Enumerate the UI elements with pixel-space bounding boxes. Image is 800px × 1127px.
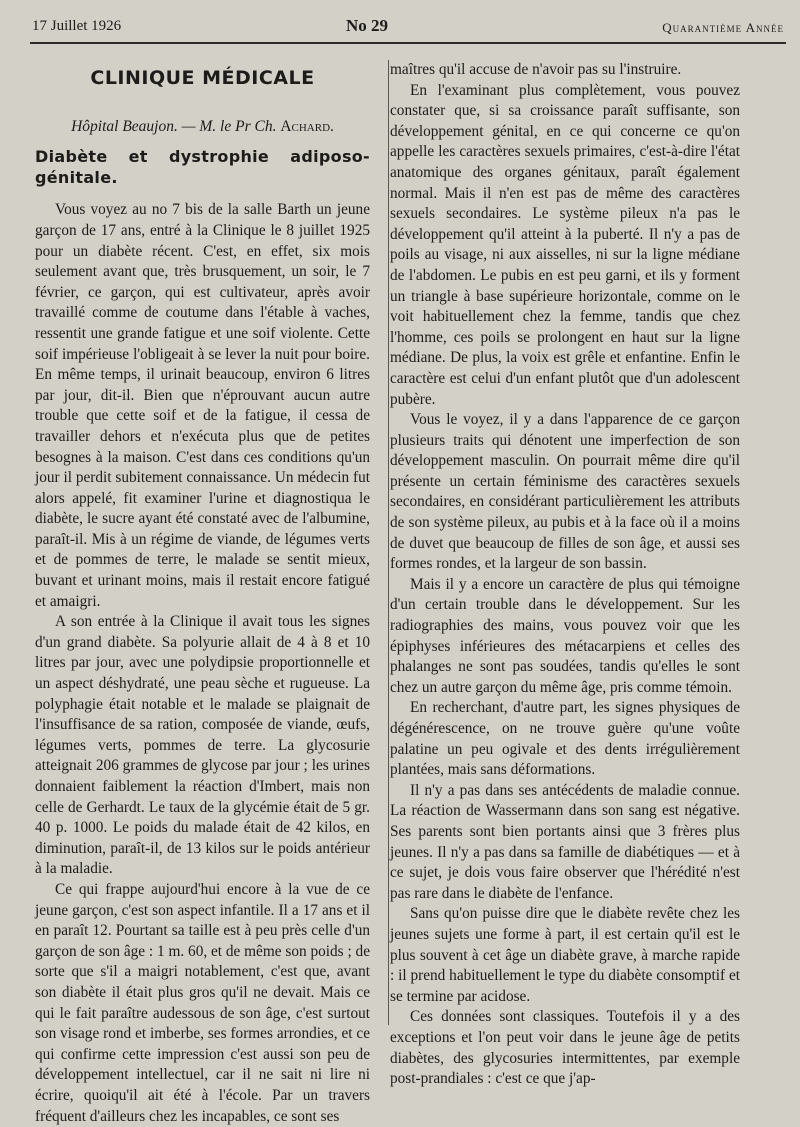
paragraph: Vous le voyez, il y a dans l'apparence de ce garçon plusieurs traits qui dénotent une imperfection de son développement masculin. On pourrait même dire qu'il présente un certain féminisme des caractères sexuels secondaires, en considérant particulièrement les attributs de son système pileux, au pubis et à la face où il a moins de duvet que beaucoup de filles de son âge, et aussi ses formes rondes, et la largeur de son bassin. — [390, 411, 740, 573]
author-prefix: — M. le Pr Ch. — [181, 117, 277, 135]
section-title: CLINIQUE MÉDICALE — [90, 67, 315, 89]
paragraph: Ce qui frappe aujourd'hui encore à la vue de ce jeune garçon, c'est son aspect infantile. Il a 17 ans et il en paraît 12. Pourtant sa taille est à peu près celle d'un garçon de son âge : 1 m. 60, et de même son poids ; de sorte que s'il a maigri notablement, c'est que, avant son diabète il était plus gros qu'il ne devait. Mais ce qui le fait paraître audessous de son âge, c'est surtout son visage rond et imberbe, ses formes arrondies, et ce qui confirme cette impression c'est aussi son peu de développement intellectuel, car il ne sait ni lire ni écrire, quoiqu'il ait été à l'école. Par un travers fréquent d'ailleurs chez les incapables, ce sont ses — [35, 880, 370, 1125]
hospital-name: Hôpital Beaujon. — [71, 117, 178, 135]
issue-date: 17 Juillet 1926 — [32, 18, 122, 34]
left-column — [35, 60, 370, 1127]
paragraph-continued: maîtres qu'il accuse de n'avoir pas su l'instruire. — [390, 61, 682, 78]
right-column — [390, 60, 740, 1090]
column-divider — [388, 60, 389, 1025]
paragraph: Sans qu'on puisse dire que le diabète revête chez les jeunes sujets une forme à part, il est certain qu'il est le plus souvent à cet âge un diabète grave, à marche rapide : il prend habituellement le type du diabète consomptif et se termine par acidose. — [390, 905, 740, 1005]
header-rule — [30, 42, 786, 44]
paragraph: En recherchant, d'autre part, les signes physiques de dégénérescence, on ne trouve guère qu'une voûte palatine un peu ogivale et des dents irrégulièrement plantées, mais sans déformations. — [390, 699, 740, 779]
paragraph: A son entrée à la Clinique il avait tous les signes d'un grand diabète. Sa polyurie allait de 4 à 8 et 10 litres par jour, avec une polydipsie proportionnelle et un aspect déshydraté, une peau sèche et rugueuse. La polyphagie était notable et le malade se plaignait de l'insuffisance de sa ration, composée de viande, œufs, légumes verts, pommes de terre. La glycosurie atteignait 206 grammes de glycose par jour ; les urines donnaient faiblement la réaction d'Imbert, mais non celle de Gerhardt. Le taux de la glycémie était de 5 gr. 40 p. 1000. Le poids du malade était de 42 kilos, en diminution, paraît-il, de 13 kilos sur le poids antérieur à la maladie. — [35, 613, 370, 878]
byline — [35, 117, 370, 138]
article-subtitle: Diabète et dystrophie adiposo-génitale. — [35, 147, 370, 187]
page-header — [32, 16, 784, 40]
paragraph: Vous voyez au no 7 bis de la salle Barth un jeune garçon de 17 ans, entré à la Clinique le 8 juillet 1925 pour un diabète récent. C'est, en effet, six mois seulement avant que, très brusquement, un soir, le 7 février, ce garçon, qui est cultivateur, après avoir travaillé comme de coutume dans l'étable à vaches, ressentit une grande fatigue et une soif violente. Cette soif impérieuse l'obligeait à se lever la nuit pour boire. En même temps, il urinait beaucoup, environ 6 litres par jour, dit-il. Bien que n'éprouvant aucun autre trouble que cette soif et de la fatigue, il cessa de travailler dehors et n'exécuta plus que de petites besognes à la maison. C'est dans ces conditions qu'un jour il perdit subitement connaissance. Un médecin fut alors appelé, fit examiner l'urine et diagnostiqua le diabète, le sucre ayant été constaté avec de l'albumine, paraît-il. Mis à un régime de viande, de légumes verts et de pommes de terre, le malade se sentit mieux, buvant et urinant moins, mais il restait encore fatigué et amaigri. — [35, 201, 370, 610]
paragraph: En l'examinant plus complètement, vous pouvez constater que, si sa croissance paraît suffisante, son développement génital, en ce qui concerne ce qu'on appelle les caractères sexuels primaires, c'est-à-dire l'état anatomique des organes génitaux, paraît également normal. Mais il n'en est pas de même des caractères sexuels secondaires. Le système pileux n'a pas le développement qu'il atteint à la puberté. Il n'y a pas de poils au visage, ni aux aisselles, ni sur la ligne médiane de l'abdomen. Le pubis en est peu garni, et ils y forment un triangle à base supérieure horizontale, comme on le voit habituellement chez la femme, tandis que chez l'homme, ces poils se prolongent en haut sur la ligne médiane. De plus, la voix est grêle et enfantine. Enfin le caractère est celui d'un enfant plutôt que d'un adolescent pubère. — [390, 81, 740, 408]
volume-year: Quarantième Année — [662, 20, 784, 35]
paragraph: Il n'y a pas dans ses antécédents de maladie connue. La réaction de Wassermann dans son sang est négative. Ses parents sont bien portants ainsi que 3 frères plus jeunes. Il n'y a pas dans sa famille de diabétiques — et à ce sujet, je dois vous faire observer que l'hérédité n'est pas rare dans le diabète de l'enfance. — [390, 781, 740, 902]
issue-number: No 29 — [346, 16, 389, 35]
paragraph: Ces données sont classiques. Toutefois il y a des exceptions et l'on peut voir dans le jeune âge de petits diabètes, des glycosuries intermittentes, par exemple post-prandiales : c'est ce que j'ap- — [390, 1008, 740, 1088]
paragraph: Mais il y a encore un caractère de plus qui témoigne d'un certain trouble dans le développement. Sur les radiographies des mains, vous pouvez voir que les épiphyses inférieures des métacarpiens et celles des phalanges ne sont pas soudées, tandis qu'elles le sont chez un autre garçon du même âge, pris comme témoin. — [390, 575, 740, 696]
author-name: Achard. — [280, 117, 334, 135]
